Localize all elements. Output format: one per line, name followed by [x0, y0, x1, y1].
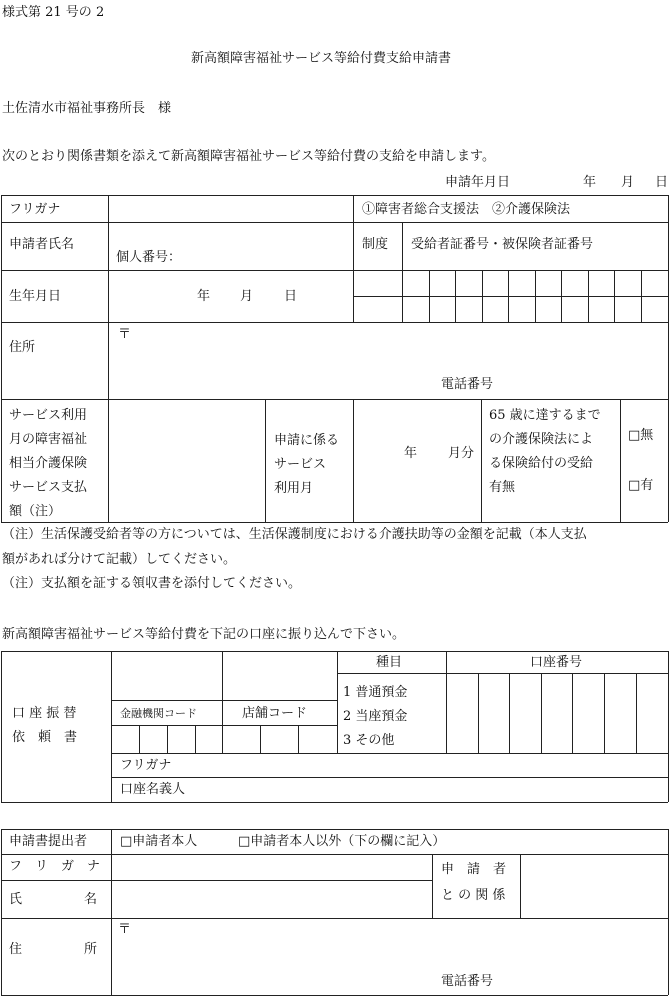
bank-code-label: 金融機関コード: [120, 707, 197, 720]
bank-furigana-label: フリガナ: [120, 758, 172, 773]
application-date-month: 月: [621, 175, 635, 190]
submitter-name-label-2: 名: [84, 892, 98, 907]
birth-day-unit: 日: [284, 289, 298, 304]
phone-label: 電話番号: [441, 377, 494, 392]
service-month-label: 申請に係る サービス 利用月: [274, 433, 340, 496]
applicant-name-label: 申請者氏名: [9, 237, 75, 252]
birth-year-unit: 年: [197, 289, 211, 304]
form-number: 様式第 21 号の 2: [2, 5, 105, 20]
personal-number-label: 個人番号：: [116, 250, 182, 265]
birth-month-unit: 月: [240, 289, 254, 304]
address-label: 住所: [9, 340, 36, 355]
submitter-address-label-2: 所: [84, 942, 98, 957]
service-month-unit: 月分: [448, 446, 475, 461]
law-options[interactable]: ①障害者総合支援法 ②介護保険法: [362, 202, 571, 217]
application-date-day: 日: [655, 175, 669, 190]
submitter-label: 申請書提出者: [9, 834, 88, 849]
submitter-furigana-label: フ リ ガ ナ: [9, 859, 101, 874]
service-year-unit: 年: [404, 446, 418, 461]
over65-label: 65 歳に達するまで の介護保険法によ る保険給付の受給 有無: [489, 408, 601, 495]
submitter-self-checkbox[interactable]: □申請者本人: [120, 834, 198, 849]
option-none-checkbox[interactable]: □無: [628, 428, 654, 443]
relation-label-2: と の 関 係: [441, 888, 506, 903]
addressee: 土佐清水市福祉事務所長 様: [2, 101, 172, 116]
note-1: （注）生活保護受給者等の方については、生活保護制度における介護扶助等の金額を記載（本人支払: [2, 527, 587, 542]
application-date-year: 年: [583, 175, 597, 190]
recipient-number-label: 受給者証番号・被保険者証番号: [411, 237, 594, 252]
note-1-cont: 額があれば分けて記載）してください。: [2, 552, 237, 567]
branch-code-label: 店舗コード: [242, 706, 308, 721]
account-number-label: 口座番号: [530, 655, 583, 670]
transfer-section-label-1: 口 座 振 替: [12, 706, 77, 721]
birth-date-label: 生年月日: [9, 289, 62, 304]
transfer-section-label-2: 依 頼 書: [12, 730, 78, 745]
intro-text: 次のとおり関係書類を添えて新高額障害福祉サービス等給付費の支給を申請します。: [2, 149, 495, 164]
option-yes-checkbox[interactable]: □有: [628, 478, 654, 493]
account-holder-label: 口座名義人: [120, 782, 186, 797]
note-2: （注）支払額を証する領収書を添付してください。: [2, 576, 302, 591]
submitter-postal-mark: 〒: [118, 922, 132, 937]
transfer-intro: 新高額障害福祉サービス等給付費を下記の口座に振り込んで下さい。: [2, 627, 406, 642]
furigana-label: フリガナ: [9, 202, 61, 217]
postal-mark: 〒: [118, 327, 132, 342]
relation-label-1: 申 請 者: [441, 862, 507, 877]
submitter-phone-label: 電話番号: [441, 974, 494, 989]
application-date-label: 申請年月日: [445, 175, 511, 190]
form-title: 新高額障害福祉サービス等給付費支給申請書: [191, 51, 452, 66]
submitter-other-checkbox[interactable]: □申請者本人以外（下の欄に記入）: [238, 834, 446, 849]
account-type-options: 1 普通預金 2 当座預金 3 その他: [343, 685, 408, 748]
submitter-name-label-1: 氏: [9, 892, 23, 907]
submitter-address-label-1: 住: [9, 942, 23, 957]
service-amount-label: サービス利用 月の障害福祉 相当介護保険 サービス支払 額（注）: [9, 408, 88, 519]
account-type-label: 種目: [376, 655, 403, 670]
system-label: 制度: [362, 237, 389, 252]
